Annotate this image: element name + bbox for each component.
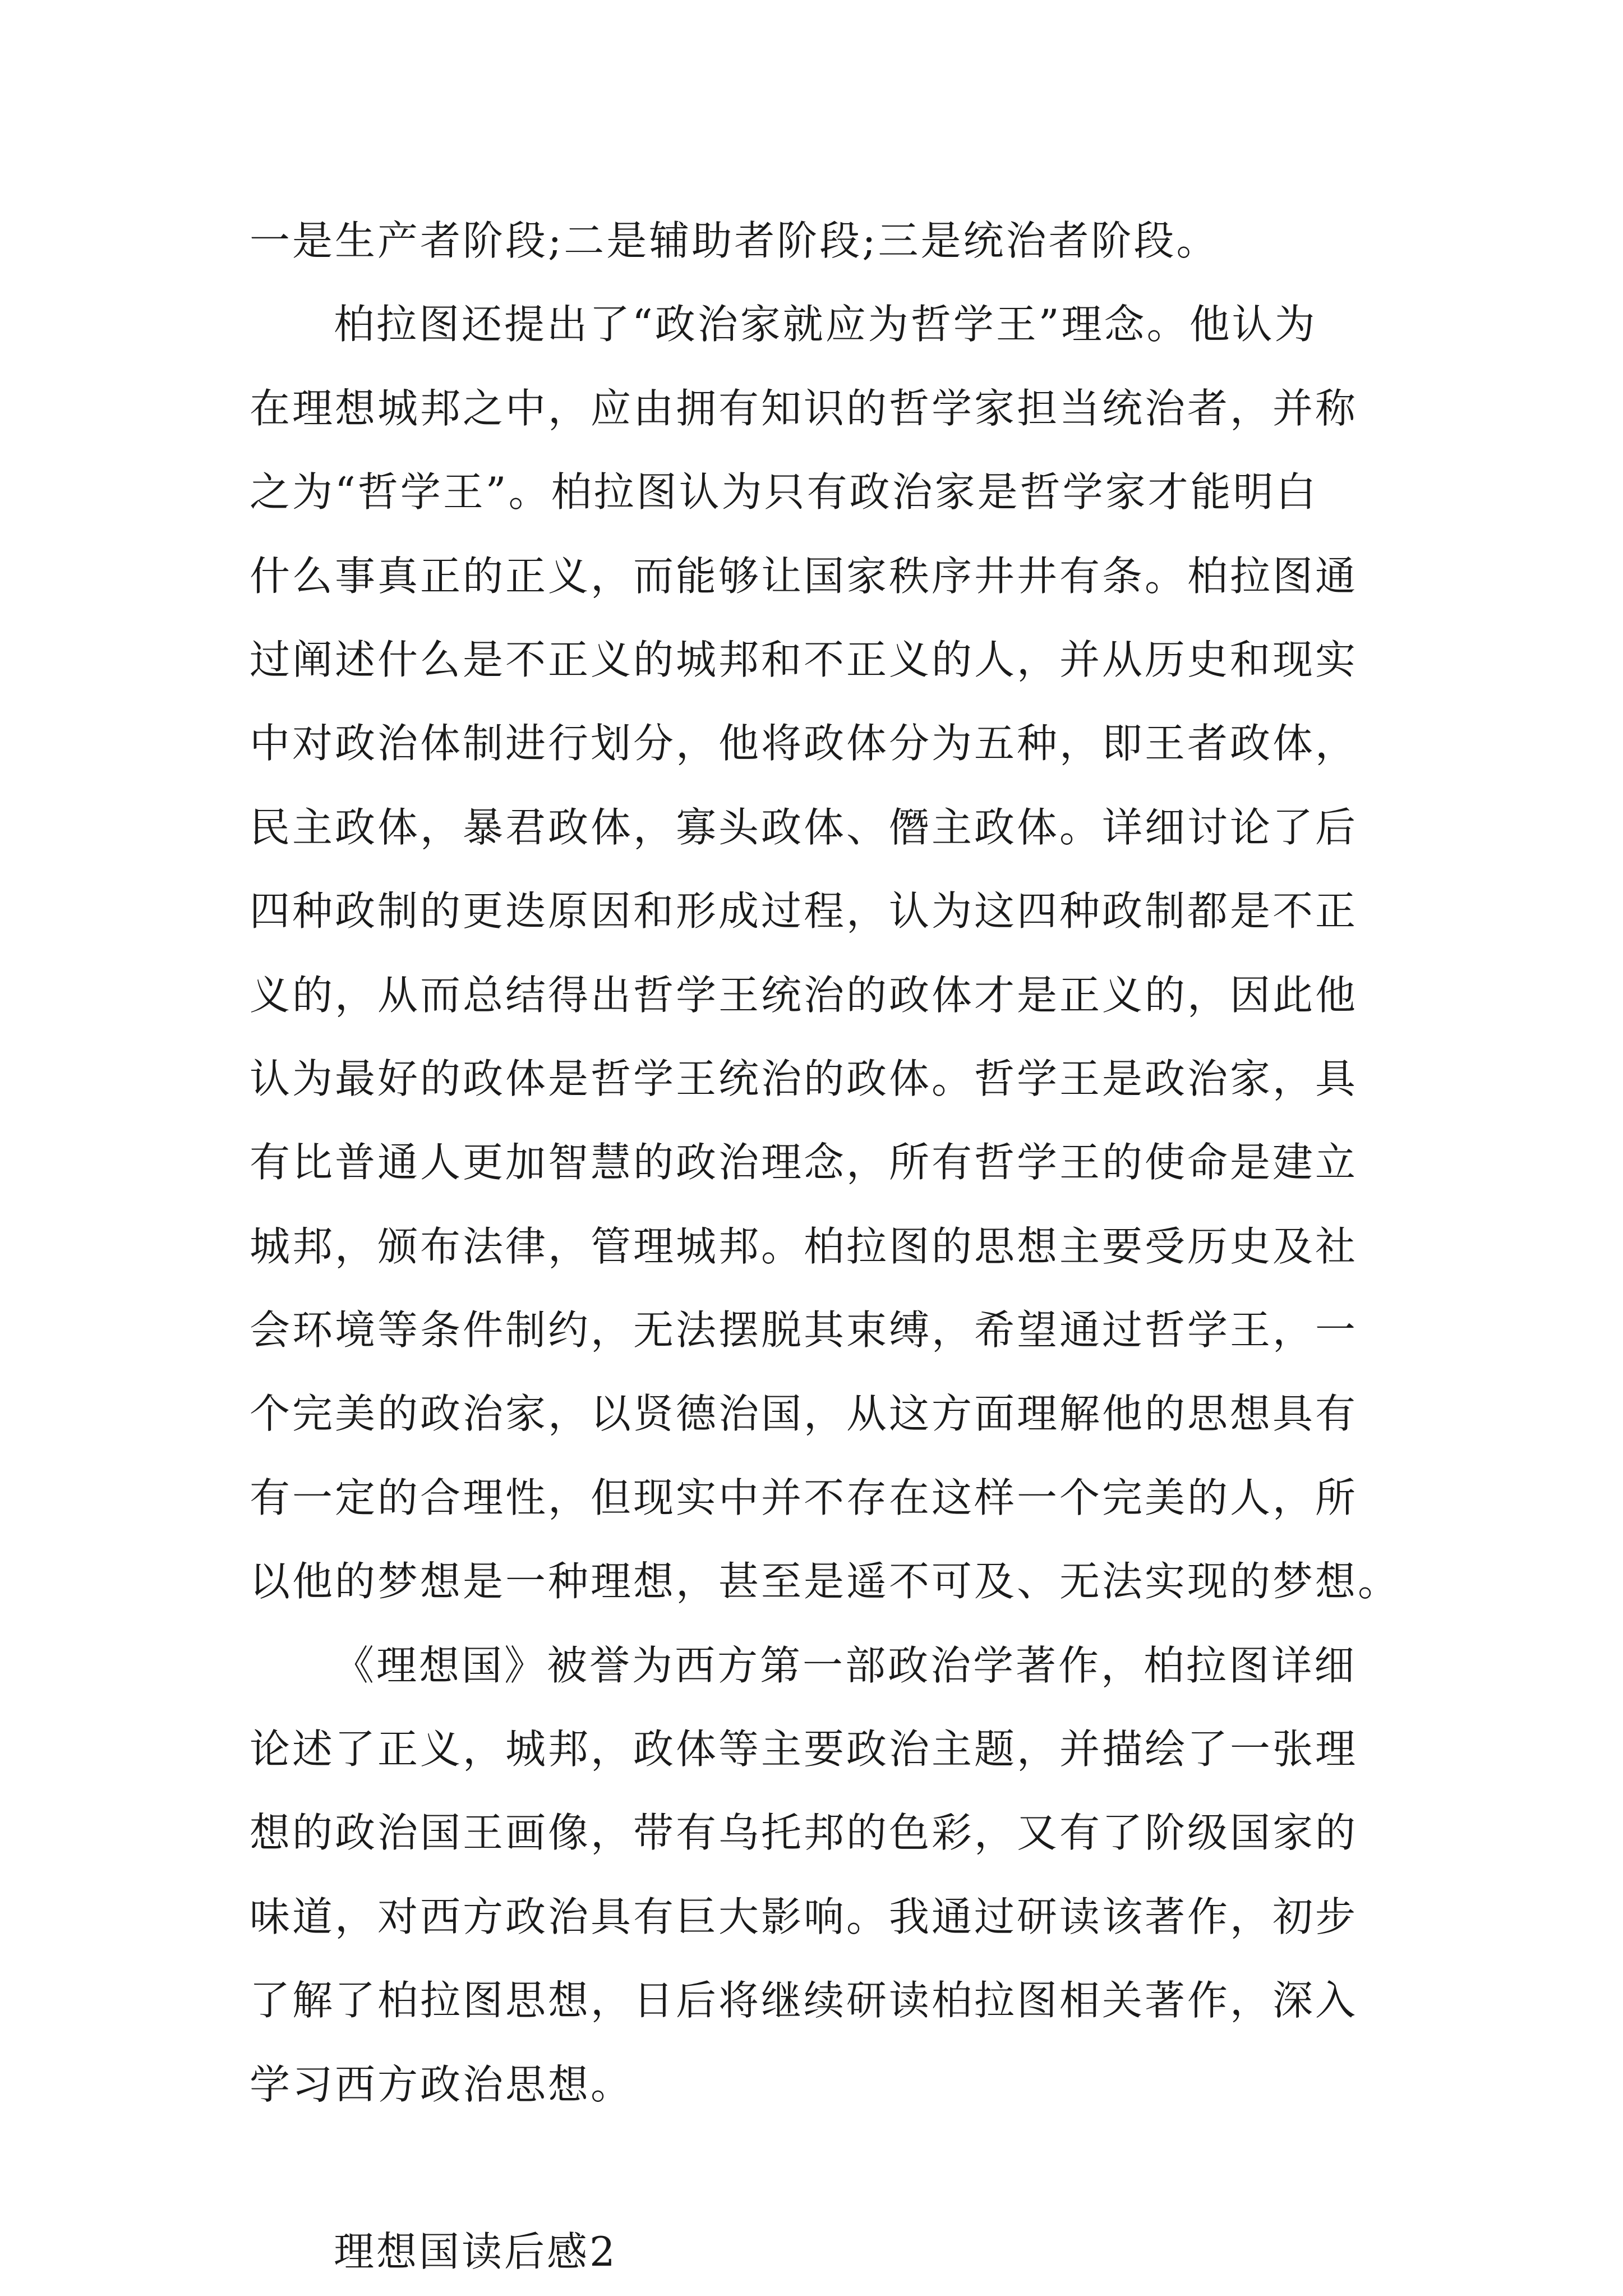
text-line-23: 学习西方政治思想。 bbox=[250, 2060, 634, 2108]
text-line-5: 什么事真正的正义，而能够让国家秩序井井有条。柏拉图通 bbox=[250, 552, 1358, 600]
text-line-4: 之为“哲学王”。柏拉图认为只有政治家是哲学家才能明白 bbox=[250, 468, 1318, 516]
text-line-22: 了解了柏拉图思想，日后将继续研读柏拉图相关著作，深入 bbox=[250, 1977, 1358, 2024]
text-line-2: 柏拉图还提出了“政治家就应为哲学王”理念。他认为 bbox=[334, 301, 1317, 348]
paragraph-gap bbox=[250, 2127, 1388, 2210]
text-line-1: 一是生产者阶段;二是辅助者阶段;三是统治者阶段。 bbox=[250, 217, 1219, 264]
text-line-21: 味道，对西方政治具有巨大影响。我通过研读该著作，初步 bbox=[250, 1893, 1358, 1940]
text-line-18: 《理想国》被誉为西方第一部政治学著作，柏拉图详细 bbox=[334, 1641, 1357, 1689]
document-body bbox=[250, 199, 1401, 2294]
text-line-11: 认为最好的政体是哲学王统治的政体。哲学王是政治家，具 bbox=[250, 1055, 1358, 1102]
text-line-12: 有比普通人更加智慧的政治理念，所有哲学王的使命是建立 bbox=[250, 1139, 1358, 1186]
text-line-16: 有一定的合理性，但现实中并不存在这样一个完美的人，所 bbox=[250, 1474, 1358, 1521]
text-line-6: 过阐述什么是不正义的城邦和不正义的人，并从历史和现实 bbox=[250, 636, 1358, 683]
text-line-8: 民主政体，暴君政体，寡头政体、僭主政体。详细讨论了后 bbox=[250, 803, 1358, 851]
text-line-20: 想的政治国王画像，带有乌托邦的色彩，又有了阶级国家的 bbox=[250, 1809, 1358, 1857]
text-line-10: 义的，从而总结得出哲学王统治的政体才是正义的，因此他 bbox=[250, 971, 1358, 1019]
text-line-9: 四种政制的更迭原因和形成过程，认为这四种政制都是不正 bbox=[250, 887, 1358, 935]
text-line-15: 个完美的政治家，以贤德治国，从这方面理解他的思想具有 bbox=[250, 1390, 1358, 1438]
section-heading: 理想国读后感2 bbox=[334, 2228, 617, 2276]
text-line-7: 中对政治体制进行划分，他将政体分为五种，即王者政体， bbox=[250, 720, 1358, 767]
text-line-13: 城邦，颁布法律，管理城邦。柏拉图的思想主要受历史及社 bbox=[250, 1222, 1358, 1270]
text-line-3: 在理想城邦之中，应由拥有知识的哲学家担当统治者，并称 bbox=[250, 384, 1358, 432]
text-line-19: 论述了正义，城邦，政体等主要政治主题，并描绘了一张理 bbox=[250, 1726, 1358, 1773]
text-line-17: 以他的梦想是一种理想，甚至是遥不可及、无法实现的梦想。 bbox=[250, 1558, 1401, 1605]
text-line-14: 会环境等条件制约，无法摆脱其束缚，希望通过哲学王，一 bbox=[250, 1306, 1358, 1354]
